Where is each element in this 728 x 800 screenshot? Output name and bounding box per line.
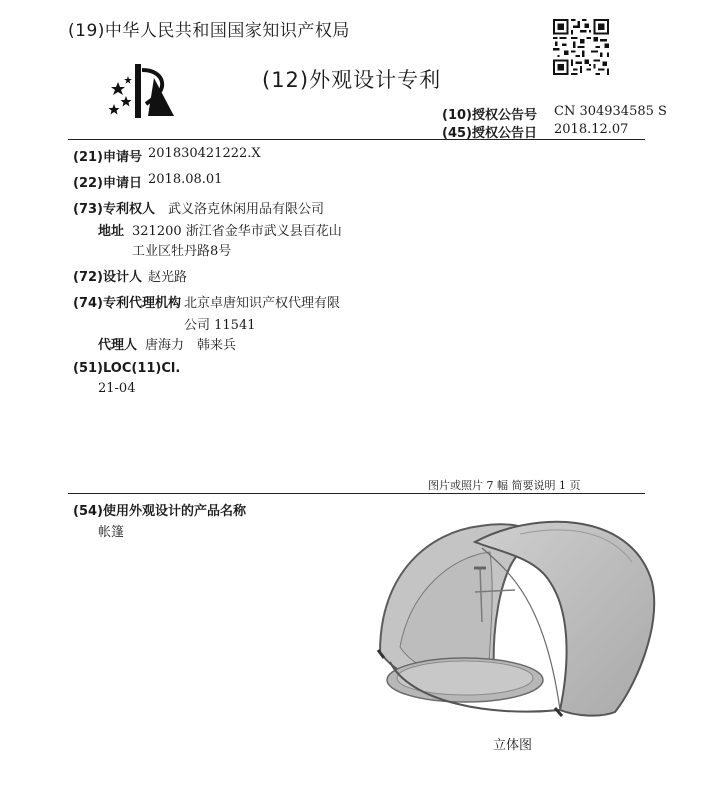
application-number-label: (21)申请号 [73, 150, 142, 165]
issuing-authority: (19)中华人民共和国国家知识产权局 [68, 21, 350, 41]
agency-label: (74)专利代理机构 [73, 296, 181, 311]
agency-line-1: 北京卓唐知识产权代理有限 [184, 296, 341, 311]
application-date-value: 2018.08.01 [148, 172, 223, 187]
address-line-2: 工业区牡丹路8号 [132, 244, 232, 259]
top-rule [68, 139, 645, 140]
loc-classification-label: (51)LOC(11)Cl. [73, 361, 181, 376]
document-type: (12)外观设计专利 [262, 68, 442, 92]
sipo-logo [108, 60, 178, 122]
product-name-label: (54)使用外观设计的产品名称 [73, 504, 246, 519]
publication-date-value: 2018.12.07 [554, 122, 629, 137]
agency-line-2: 公司 11541 [184, 318, 256, 333]
agent-label: 代理人 [98, 338, 138, 353]
attachment-summary: 图片或照片 7 幅 简要说明 1 页 [428, 479, 581, 492]
designer-value: 赵光路 [148, 270, 188, 285]
address-line-1: 321200 浙江省金华市武义县百花山 [132, 224, 342, 239]
publication-number-value: CN 304934585 S [554, 104, 667, 119]
bottom-rule [68, 493, 645, 494]
product-name-value: 帐篷 [98, 525, 125, 540]
publication-date-label: (45)授权公告日 [442, 126, 537, 141]
tent-perspective-drawing [370, 512, 660, 724]
patentee-label: (73)专利权人 [73, 202, 155, 217]
patentee-value: 武义洛克休闲用品有限公司 [168, 202, 325, 217]
figure-caption: 立体图 [493, 738, 533, 753]
application-date-label: (22)申请日 [73, 176, 142, 191]
agent-value: 唐海力 韩来兵 [145, 338, 237, 353]
qr-code [553, 19, 609, 75]
address-label: 地址 [98, 224, 125, 239]
application-number-value: 201830421222.X [148, 146, 261, 161]
publication-number-label: (10)授权公告号 [442, 108, 537, 123]
loc-classification-value: 21-04 [98, 381, 136, 396]
designer-label: (72)设计人 [73, 270, 142, 285]
